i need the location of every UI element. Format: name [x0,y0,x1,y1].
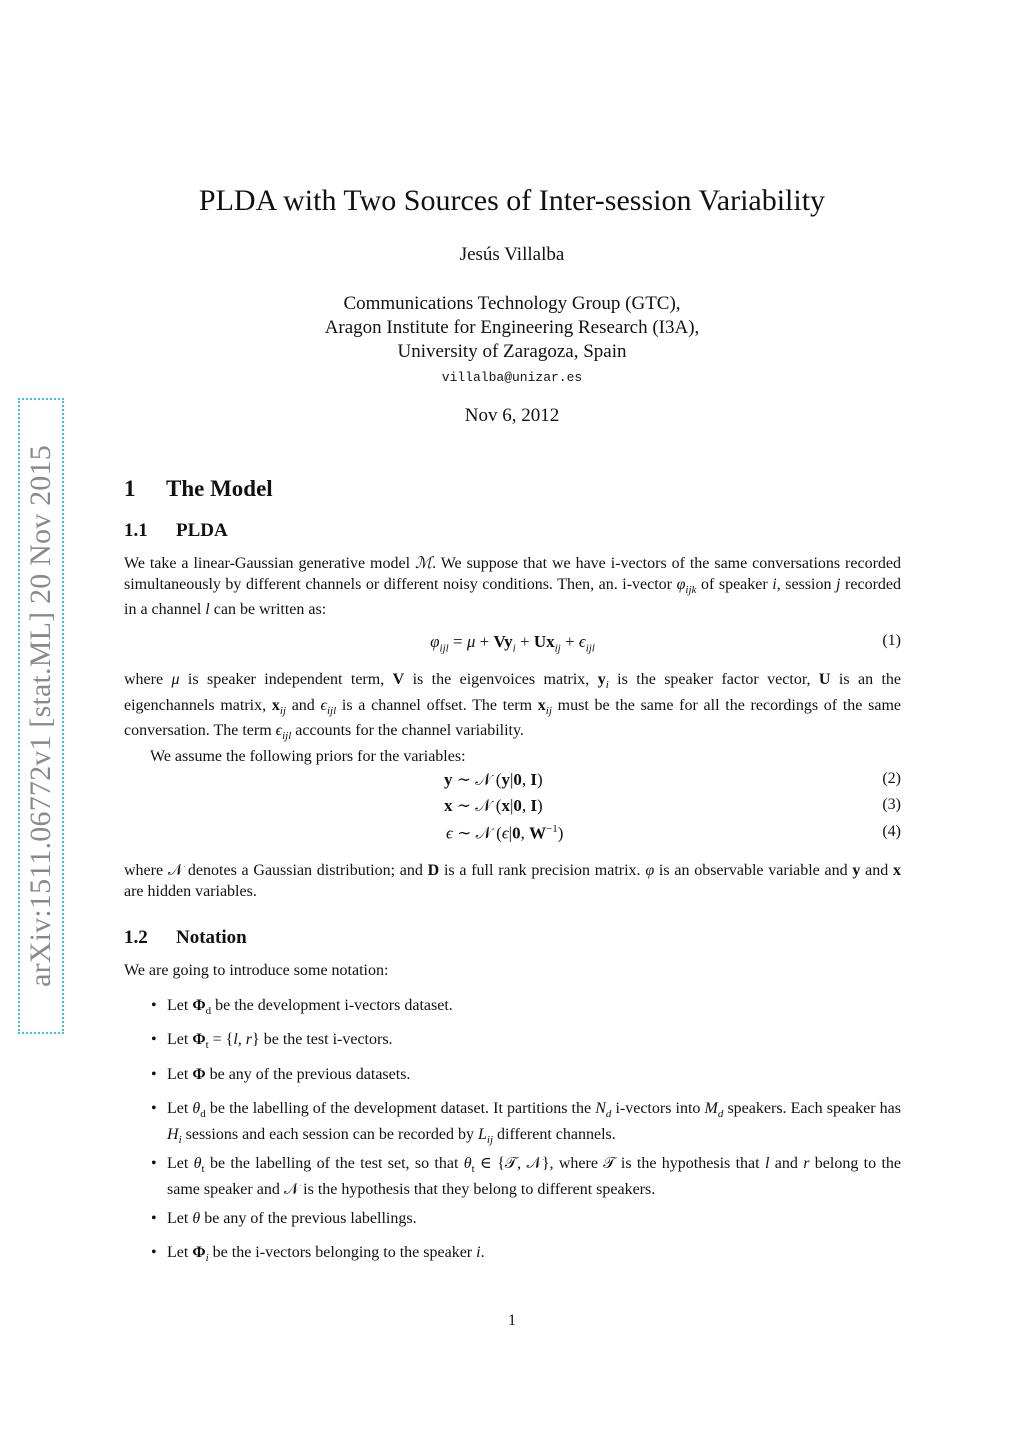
equation-4 [124,823,901,847]
paragraph-model-terms: where μ is speaker independent term, V is the eigenvoices matrix, $y_i$ is the speaker factor vector, U is an the eigenchannels matrix, $x_{ij}$ and $\epsilon_{ijl}$ is a channel offset. The term $x_{ij}$ must be the same for all the recordings of the same conversation. The term $\epsilon_{ijl}$ accounts for the channel variability. We assume the following priors for the variables: [124,670,901,768]
affiliation [0,292,1024,364]
paper-date: Nov 6, 2012 [464,405,560,426]
equation-number: (4) [882,823,901,840]
subsection-number: 1.1 [124,520,148,541]
page-number: 1 [508,1312,516,1329]
arxiv-identifier: arXiv:1511.06772v1 [stat.ML] 20 Nov 2015 [24,445,57,987]
subsection-number: 1.2 [124,927,148,948]
paragraph-model-intro: We take a linear-Gaussian generative model ℳ. We suppose that we have i-vectors of the same conversations recorded simultaneously by different channels or different noisy conditions. Then, an. i-vector $\varphi_{ijk}$ of speaker i, session j recorded in a channel l can be written as: [124,555,902,619]
equation-body: y ∼ 𝒩 (y|0, I) [444,770,543,789]
affiliation-line: University of Zaragoza, Spain [397,341,627,362]
section-heading [124,476,273,502]
equation-body: $\varphi_{ijl} = \mu + Vy_i + Ux_{ij} + \epsilon_{ijl}$ [430,632,595,655]
equation-number: (2) [882,770,901,787]
affiliation-line: Communications Technology Group (GTC), [343,293,681,314]
subsection-heading [124,927,247,949]
section-title: The Model [166,476,273,501]
author-email: villalba@unizar.es [441,370,583,385]
equation-body: ϵ ∼ 𝒩 (ϵ|0, $W^{-1}$) [446,823,564,843]
equation-2 [124,770,901,794]
equation-1 [124,632,901,656]
subsection-title: PLDA [176,520,228,541]
equation-body: x ∼ 𝒩 (x|0, I) [444,796,543,815]
equation-number: (3) [882,796,901,813]
paper-title: PLDA with Two Sources of Inter-session Variability [198,184,826,217]
prior-intro-text: We assume the following priors for the variables: [150,748,466,766]
affiliation-line: Aragon Institute for Engineering Research (I3A), [324,317,700,338]
subsection-heading [124,520,228,542]
equation-3 [124,796,901,820]
subsection-title: Notation [176,927,247,948]
paper-page: arXiv:1511.06772v1 [stat.ML] 20 Nov 2015 PLDA with Two Sources of Inter-session Variability Jesús Villalba Communications Technology Group (GTC), Aragon Institute for Engineering Research (I3A), University of Zaragoza, Spain villalba@unizar.es Nov 6, 2012 1 The Model 1.1 PLDA We take a linear-Gaussian generative model ℳ. We suppose that we have i-vectors of the same conversations recorded simultaneously by different channels or different noisy conditions. Then, an. i-vector $\varphi_{ijk}$ of speaker i, session j recorded in a channel l can be written as: $\varphi_{ijl} = \mu + Vy_i + Ux_{ij} + \epsilon_{ijl}$ (1) where μ is speaker independent term, V is the eigenvoices matrix, $y_i$ is the speaker factor vector, U is an the eigenchannels matrix, $x_{ij}$ and $\epsilon_{ijl}$ is a channel offset. The term $x_{ij}$ must be the same for all the recordings of the same conversation. The term $\epsilon_{ijl}$ accounts for the channel variability. We assume the following priors for the variables: y ∼ 𝒩 (y|0, I) (2) x ∼ 𝒩 (x|0, I) (3) ϵ ∼ 𝒩 (ϵ|0, $W^{-1}$) (4) where 𝒩 denotes a Gaussian distribution; and D is a full rank precision matrix. φ is an observable variable and y and x are hidden variables. 1.2 Notation We are going to introduce some notation: • Let $\Phi_d$ be the development i-vectors dataset. • Let $\Phi_t = \{l$, r} be the test i-vectors. • Let Φ be any of the previous datasets. • Let $\theta_d$ be the labelling of the development dataset. It partitions the $N_d$ i-vectors into $M_d$ speakers. Each speaker has $H_i$ sessions and each session can be recorded by $L_{ij}$ different channels. • Let $\theta_t$ be the labelling of the test set, so that $\theta_t$ ∈ {𝒯, 𝒩}, where 𝒯 is the hypothesis that l and r belong to the same speaker and 𝒩 is the hypothesis that they belong to different speakers. • Let θ be any of the previous labellings. • Let $\Phi_i$ be the i-vectors belonging to the speaker i. 1 [0,0,1024,1449]
equation-number: (1) [882,632,901,649]
notation-intro: We are going to introduce some notation: [124,962,389,979]
section-number: 1 [124,476,136,501]
author-name: Jesús Villalba [459,244,565,265]
paragraph-priors: where 𝒩 denotes a Gaussian distribution; and D is a full rank precision matrix. φ is an observable variable and y and x are hidden variables. [124,862,901,900]
arxiv-stamp [18,398,64,1034]
